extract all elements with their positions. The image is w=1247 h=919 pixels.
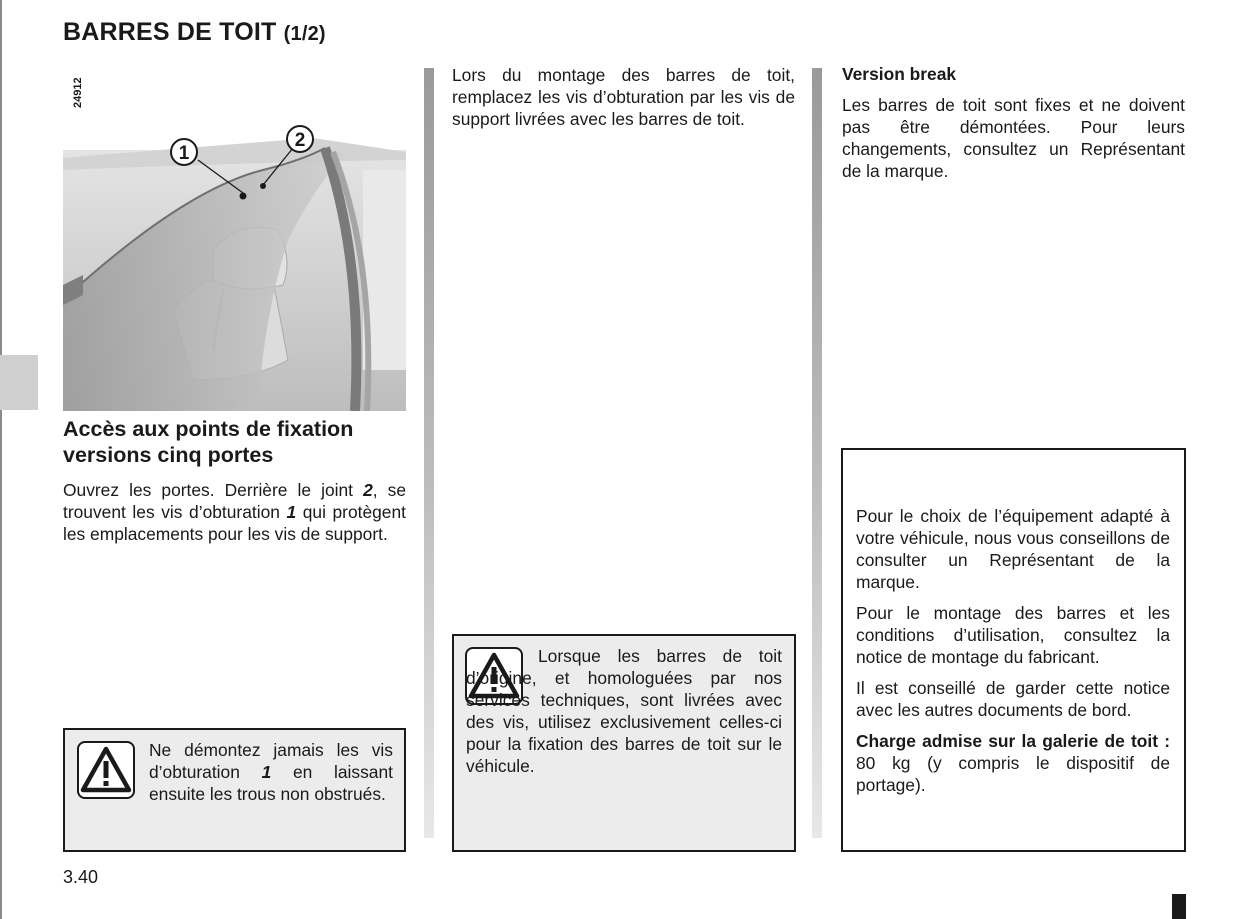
page-number: 3.40 <box>63 867 99 887</box>
info-box-equipment <box>841 448 1186 852</box>
info-paragraph-choice: Pour le choix de l’équipement adapté à votre véhicule, nous vous conseillons de consulter un Représentant de la marque. <box>856 506 1170 592</box>
column-divider-1 <box>424 68 434 838</box>
car-door-illustration <box>63 60 406 411</box>
warning-text-original-bars: Lorsque les barres de toit d’origine, et homologuées par nos services techniques, sont livrées avec des vis, utilisez exclusivement celles-ci pour la fixation des barres de toit sur le véhicule. <box>466 646 782 776</box>
page-corner-mark <box>1172 894 1186 919</box>
warning-triangle-icon <box>77 741 135 799</box>
chapter-tab <box>0 355 38 410</box>
mounting-paragraph: Lors du montage des barres de toit, remplacez les vis d’obturation par les vis de support livrées avec les barres de toit. <box>452 65 795 129</box>
callout-2: 2 <box>294 130 306 151</box>
page-title-main: BARRES DE TOIT <box>63 18 277 46</box>
estate-version-heading: Version break <box>842 64 957 84</box>
callout-1: 1 <box>178 143 190 164</box>
section-heading-five-door <box>63 416 408 468</box>
heading-line-1: Accès aux points de fixation <box>63 417 354 441</box>
warning-box-screws <box>63 728 406 852</box>
page-title <box>63 18 326 47</box>
roof-rail-photo <box>63 60 406 411</box>
page-edge-line <box>0 0 2 919</box>
column-divider-2 <box>812 68 822 838</box>
info-paragraph-keep-notice: Il est conseillé de garder cette notice avec les autres documents de bord. <box>856 678 1170 720</box>
estate-version-paragraph: Les barres de toit sont fixes et ne doivent pas être démontées. Pour leurs changements, consultez un Représentant de la marque. <box>842 95 1185 181</box>
fixation-access-paragraph: Ouvrez les portes. Derrière le joint 2, se trouvent les vis d’obturation 1 qui protègent les emplacements pour les vis de support. <box>63 480 406 544</box>
warning-box-original-bars <box>452 634 796 852</box>
figure-ref-number: 24912 <box>72 77 84 108</box>
warning-text-screws: Ne démontez jamais les vis d’obturation 1 en laissant ensuite les trous non obstrués. <box>149 740 393 804</box>
info-paragraph-load: Charge admise sur la galerie de toit : 80 kg (y compris le dispositif de portage). <box>856 731 1170 795</box>
page-title-sub: (1/2) <box>283 23 326 45</box>
heading-line-2: versions cinq portes <box>63 443 274 467</box>
info-paragraph-mounting: Pour le montage des barres et les conditions d’utilisation, consultez la notice de montage du fabricant. <box>856 603 1170 667</box>
